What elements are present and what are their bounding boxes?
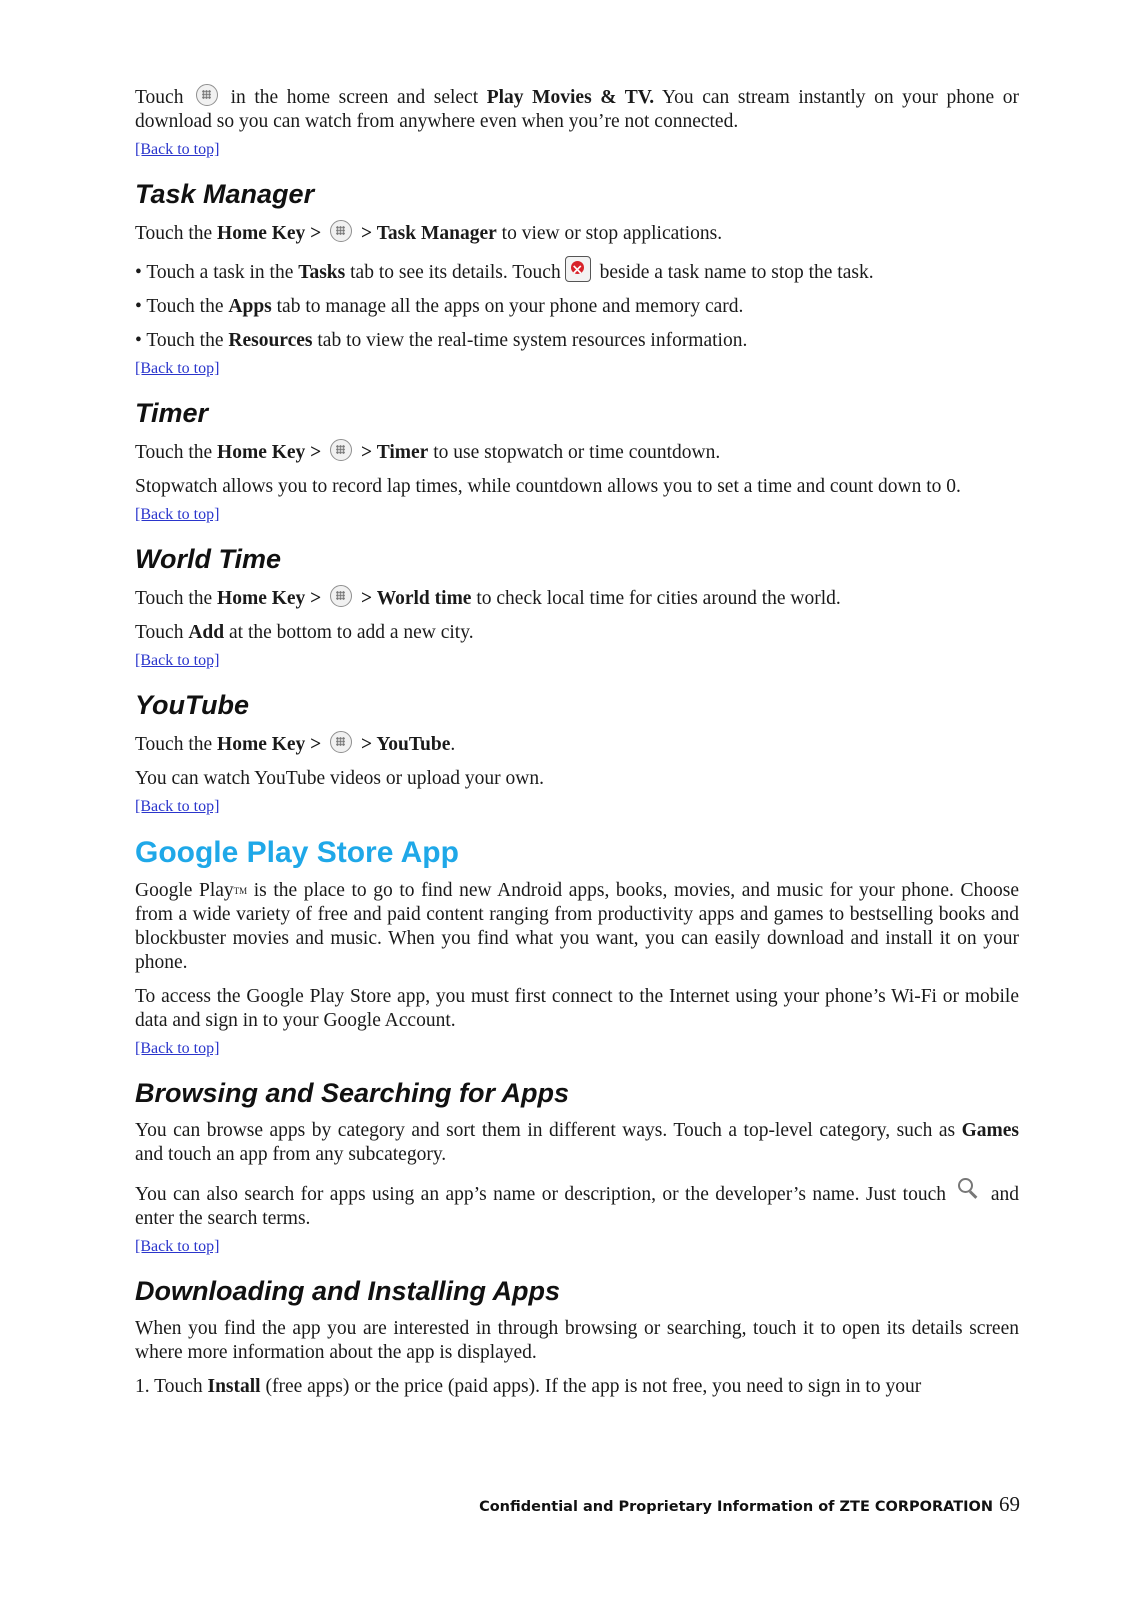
separator: > — [305, 734, 327, 755]
bold-text: Play Movies & TV. — [486, 87, 655, 108]
apps-grid-icon — [196, 84, 218, 106]
home-key-label: Home Key — [217, 734, 306, 755]
google-play-access: To access the Google Play Store app, you must first connect to the Internet using your phone’s Wi-Fi or mobile data and sign in to your Google Account. — [135, 986, 1019, 1031]
apps-grid-icon — [330, 439, 352, 461]
text: Touch — [135, 87, 193, 108]
text: Touch the — [135, 734, 218, 755]
youtube-instruction — [135, 731, 1019, 757]
searching-paragraph — [135, 1177, 1019, 1231]
bold-text: Games — [961, 1120, 1019, 1141]
section-heading-downloading: Downloading and Installing Apps — [135, 1276, 560, 1306]
separator: > — [305, 588, 327, 609]
menu-item-label: Timer — [376, 442, 429, 463]
back-to-top-link[interactable]: [Back to top] — [135, 141, 220, 158]
separator: > — [356, 588, 377, 609]
separator: > — [356, 734, 377, 755]
world-time-instruction — [135, 585, 1019, 611]
home-key-label: Home Key — [217, 442, 306, 463]
page-content — [135, 84, 1019, 1399]
timer-description: Stopwatch allows you to record lap times, while countdown allows you to set a time and count down to 0. — [135, 476, 961, 497]
timer-instruction — [135, 439, 1019, 465]
bold-text: Resources — [228, 330, 313, 351]
separator: > — [305, 223, 327, 244]
text: • Touch the — [135, 296, 229, 317]
world-time-add-city — [135, 621, 1019, 645]
text: You can also search for apps using an app’s name or description, or the developer’s name. Just touch — [135, 1184, 953, 1205]
text: You can browse apps by category and sort them in different ways. Touch a top-level category, such as — [135, 1120, 962, 1141]
text: tab to view the real-time system resources information. — [312, 330, 748, 351]
text: to check local time for cities around the world. — [471, 588, 841, 609]
footer-confidential-text: Confidential and Proprietary Information of ZTE CORPORATION — [479, 1499, 993, 1515]
text: is the place to go to find new Android apps, books, movies, and music for your phone. Choose from a wide variety of free and paid content ranging from productivity apps and games to bestselling books and blockbuster movies and music. When you find what you want, you can easily download and install it on your phone. — [135, 880, 1019, 973]
bullet-item — [135, 329, 1019, 353]
text: Touch the — [135, 588, 218, 609]
section-heading-youtube: YouTube — [135, 690, 249, 720]
bullet-item — [135, 256, 1019, 285]
text: 1. Touch — [135, 1376, 208, 1397]
back-to-top-link[interactable]: [Back to top] — [135, 798, 220, 815]
text: You can stream instantly on your phone or download so you can watch from anywhere even when you’re not connected. — [135, 87, 1019, 132]
browsing-paragraph — [135, 1119, 1019, 1167]
separator: > — [356, 442, 377, 463]
section-heading-timer: Timer — [135, 398, 209, 428]
close-task-icon — [565, 256, 591, 282]
text: Touch the — [135, 223, 218, 244]
play-movies-paragraph — [135, 84, 1019, 134]
text: . — [450, 734, 456, 755]
apps-grid-icon — [330, 220, 352, 242]
bold-text: Apps — [228, 296, 272, 317]
text: • Touch a task in the — [135, 262, 299, 283]
bullet-item — [135, 295, 1019, 319]
google-play-intro — [135, 879, 1019, 975]
youtube-description: You can watch YouTube videos or upload your own. — [135, 768, 544, 789]
text: and touch an app from any subcategory. — [135, 1144, 447, 1165]
text: tab to manage all the apps on your phone and memory card. — [271, 296, 744, 317]
page-number: 69 — [999, 1492, 1020, 1516]
text: and enter the search terms. — [135, 1184, 1020, 1229]
text: tab to see its details. Touch — [345, 262, 561, 283]
chapter-heading-google-play: Google Play Store App — [135, 836, 459, 869]
text: at the bottom to add a new city. — [224, 622, 474, 643]
bold-text: Install — [207, 1376, 261, 1397]
text: Touch the — [135, 442, 218, 463]
text: in the home screen and select — [222, 87, 487, 108]
back-to-top-link[interactable]: [Back to top] — [135, 506, 220, 523]
menu-item-label: Task Manager — [376, 223, 497, 244]
bold-text: Tasks — [298, 262, 346, 283]
bold-text: Add — [188, 622, 225, 643]
install-step — [135, 1375, 1019, 1399]
menu-item-label: World time — [376, 588, 472, 609]
downloading-paragraph: When you find the app you are interested in through browsing or searching, touch it to open its details screen where more information about the app is displayed. — [135, 1318, 1019, 1363]
home-key-label: Home Key — [217, 223, 306, 244]
trademark-mark: TM — [233, 886, 248, 896]
text: (free apps) or the price (paid apps). If the app is not free, you need to sign in to your — [260, 1376, 922, 1397]
text: beside a task name to stop the task. — [594, 262, 874, 283]
back-to-top-link[interactable]: [Back to top] — [135, 360, 220, 377]
text: to view or stop applications. — [496, 223, 723, 244]
separator: > — [356, 223, 377, 244]
menu-item-label: YouTube — [376, 734, 451, 755]
section-heading-browsing: Browsing and Searching for Apps — [135, 1078, 570, 1108]
apps-grid-icon — [330, 731, 352, 753]
back-to-top-link[interactable]: [Back to top] — [135, 652, 220, 669]
section-heading-task-manager: Task Manager — [135, 179, 315, 209]
page-footer — [440, 1492, 1020, 1517]
back-to-top-link[interactable]: [Back to top] — [135, 1040, 220, 1057]
text: Touch — [135, 622, 189, 643]
apps-grid-icon — [330, 585, 352, 607]
text: • Touch the — [135, 330, 229, 351]
back-to-top-link[interactable]: [Back to top] — [135, 1238, 220, 1255]
separator: > — [305, 442, 327, 463]
text: to use stopwatch or time countdown. — [428, 442, 721, 463]
section-heading-world-time: World Time — [135, 544, 282, 574]
home-key-label: Home Key — [217, 588, 306, 609]
search-icon — [956, 1177, 980, 1201]
text: Google Play — [135, 880, 234, 901]
task-manager-instruction — [135, 220, 1019, 246]
